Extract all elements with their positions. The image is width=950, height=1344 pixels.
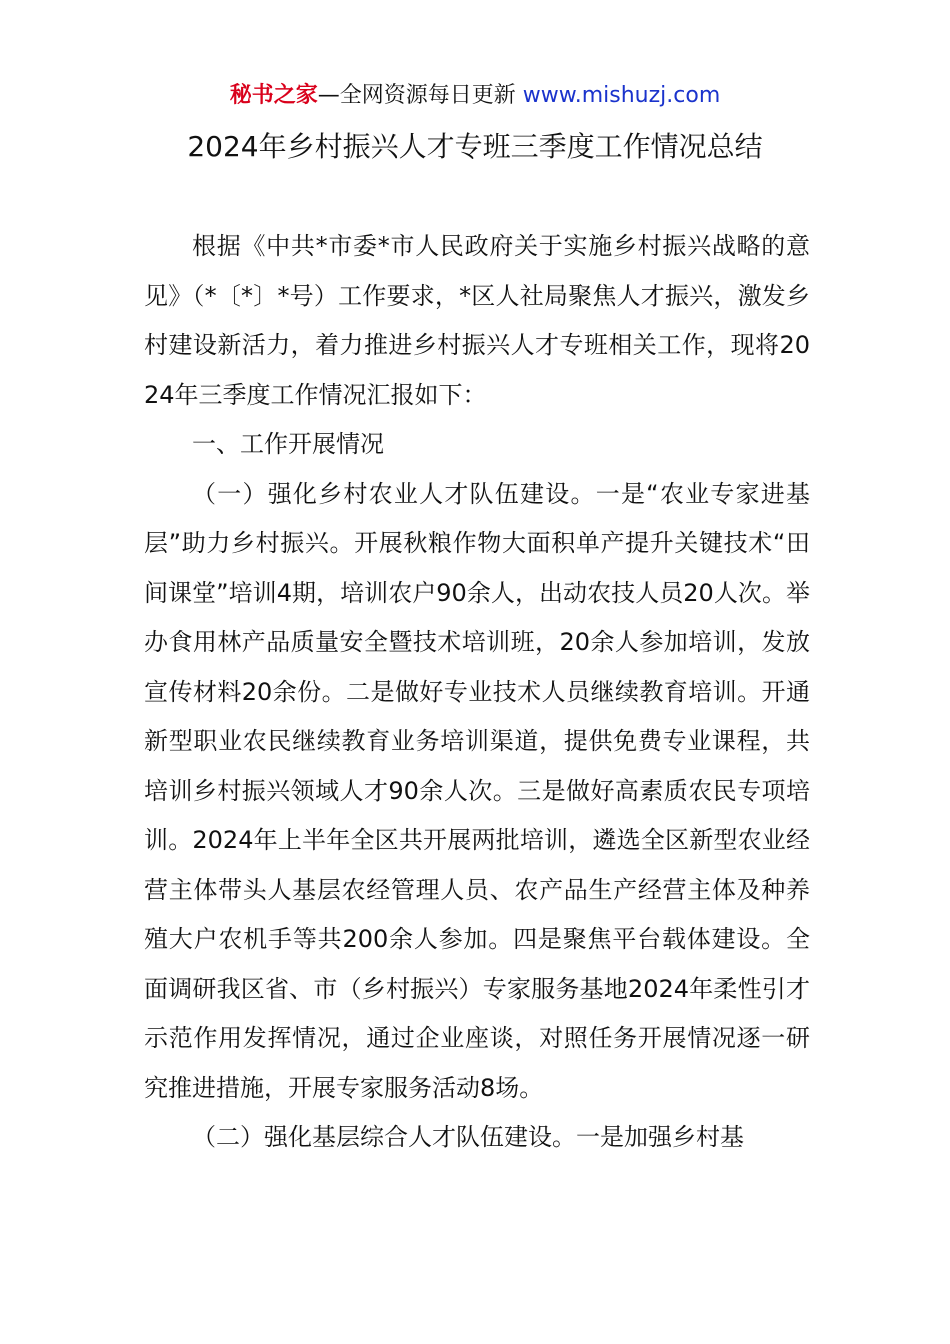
document-body	[144, 222, 810, 1163]
site-brand: 秘书之家	[229, 83, 318, 108]
site-tagline: —全网资源每日更新	[317, 83, 523, 108]
body-paragraph: （二）强化基层综合人才队伍建设。一是加强乡村基	[192, 1123, 744, 1151]
site-url: www.mishuzj.com	[522, 83, 721, 108]
section-heading: 一、工作开展情况	[192, 430, 384, 458]
intro-paragraph: 根据《中共*市委*市人民政府关于实施乡村振兴战略的意见》（*〔*〕*号）工作要求，*区人社局聚焦人才振兴，激发乡村建设新活力，着力推进乡村振兴人才专班相关工作，现将2024年三季度工作情况汇报如下：	[144, 232, 810, 409]
document-title: 2024年乡村振兴人才专班三季度工作情况总结	[187, 130, 763, 163]
body-paragraph: （一）强化乡村农业人才队伍建设。一是“农业专家进基层”助力乡村振兴。开展秋粮作物大面积单产提升关键技术“田间课堂”培训4期，培训农户90余人，出动农技人员20人次。举办食用林产品质量安全暨技术培训班，20余人参加培训，发放宣传材料20余份。二是做好专业技术人员继续教育培训。开通新型职业农民继续教育业务培训渠道，提供免费专业课程，共培训乡村振兴领域人才90余人次。三是做好高素质农民专项培训。2024年上半年全区共开展两批培训，遴选全区新型农业经营主体带头人基层农经管理人员、农产品生产经营主体及种养殖大户农机手等共200余人参加。四是聚焦平台载体建设。全面调研我区省、市（乡村振兴）专家服务基地2024年柔性引才示范作用发挥情况，通过企业座谈，对照任务开展情况逐一研究推进措施，开展专家服务活动8场。	[144, 479, 810, 1102]
site-banner	[0, 78, 950, 114]
